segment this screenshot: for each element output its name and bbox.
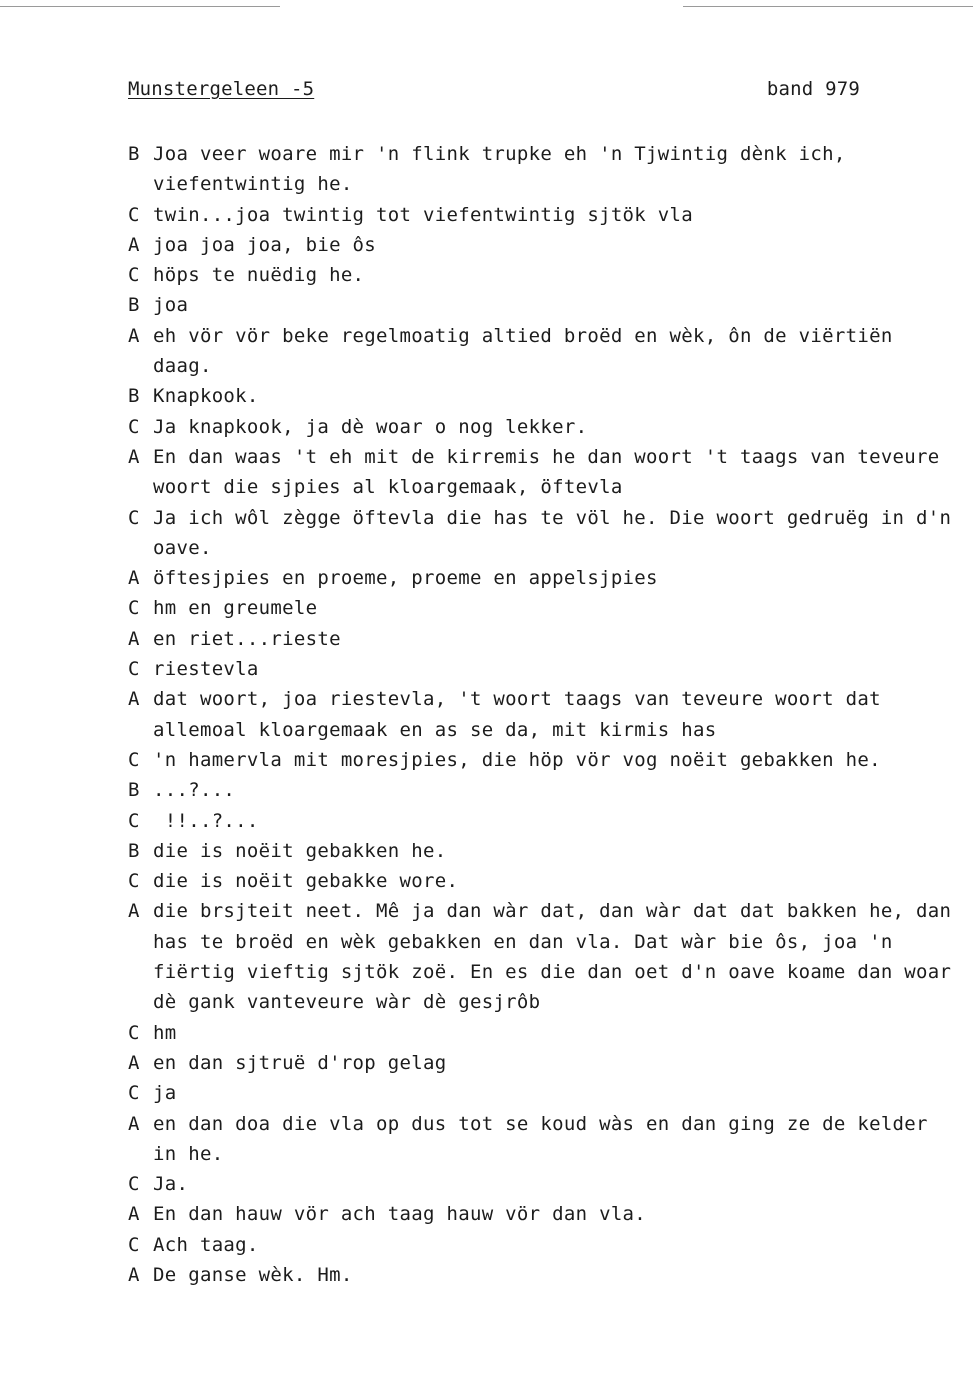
utterance-text: dat woort, joa riestevla, 't woort taags van teveure woort dat allemoal kloargemaak en as se da, mit kirmis has	[153, 688, 881, 741]
transcript-turn	[128, 200, 958, 230]
speaker-label: C	[128, 1082, 140, 1105]
transcript-turn	[128, 806, 958, 836]
utterance-text: die brsjteit neet. Mê ja dan wàr dat, dan wàr dat dat bakken he, dan has te broëd en wèk gebakken en dan vla. Dat wàr bie ôs, joa 'n fiërtig vieftig sjtök zoë. En es die dan oet d'n oave koame dan woar dè gank vanteveure wàr dè gesjrôb	[153, 900, 952, 1014]
utterance-text: riestevla	[153, 658, 259, 681]
utterance-text: en dan doa die vla op dus tot se koud wàs en dan ging ze de kelder in he.	[153, 1112, 928, 1165]
top-rule-left	[0, 6, 280, 7]
transcript-turn	[128, 1199, 958, 1229]
utterance-text: Joa veer woare mir 'n flink trupke eh 'n Tjwintig dènk ich, viefentwintig he.	[153, 143, 846, 196]
transcript-turn	[128, 745, 958, 775]
speaker-label: A	[128, 1203, 140, 1226]
speaker-label: C	[128, 748, 140, 771]
transcript-turn	[128, 775, 958, 805]
transcript-turn	[128, 563, 958, 593]
band-number: band 979	[766, 78, 860, 100]
transcript-turn	[128, 836, 958, 866]
speaker-label: A	[128, 567, 140, 590]
speaker-label: C	[128, 597, 140, 620]
speaker-label: A	[128, 445, 140, 468]
speaker-label: B	[128, 839, 140, 862]
speaker-label: C	[128, 1173, 140, 1196]
utterance-text: die is noëit gebakke wore.	[153, 870, 459, 893]
utterance-text: die is noëit gebakken he.	[153, 839, 447, 862]
utterance-text: joa	[153, 294, 189, 317]
utterance-text: ja	[153, 1082, 177, 1105]
utterance-text: öftesjpies en proeme, proeme en appelsjpies	[153, 567, 658, 590]
utterance-text: en dan sjtruë d'rop gelag	[153, 1051, 447, 1074]
utterance-text: 'n hamervla mit moresjpies, die höp vör vog noëit gebakken he.	[153, 748, 881, 771]
transcript-turn	[128, 381, 958, 411]
transcript-turn	[128, 442, 958, 503]
transcript	[128, 139, 958, 1290]
speaker-label: C	[128, 1233, 140, 1256]
utterance-text: Ach taag.	[153, 1233, 259, 1256]
utterance-text: höps te nuëdig he.	[153, 264, 365, 287]
transcript-turn	[128, 654, 958, 684]
transcript-turn	[128, 260, 958, 290]
transcript-turn	[128, 866, 958, 896]
transcript-turn	[128, 1018, 958, 1048]
utterance-text: joa joa joa, bie ôs	[153, 233, 377, 256]
speaker-label: C	[128, 264, 140, 287]
speaker-label: C	[128, 415, 140, 438]
transcript-turn	[128, 1230, 958, 1260]
utterance-text: En dan waas 't eh mit de kirremis he dan woort 't taags van teveure woort die sjpies al kloargemaak, öftevla	[153, 445, 940, 499]
page-header	[128, 78, 860, 108]
transcript-turn	[128, 896, 958, 1017]
top-rule-right	[683, 6, 973, 7]
utterance-text: En dan hauw vör ach taag hauw vör dan vla.	[153, 1203, 647, 1226]
transcript-turn	[128, 1048, 958, 1078]
speaker-label: C	[128, 658, 140, 681]
utterance-text: en riet...rieste	[153, 627, 341, 650]
utterance-text: ...?...	[153, 779, 236, 802]
transcript-turn	[128, 290, 958, 320]
speaker-label: A	[128, 1051, 140, 1074]
transcript-turn	[128, 139, 958, 200]
speaker-label: A	[128, 233, 140, 256]
transcript-turn	[128, 593, 958, 623]
utterance-text: Knapkook.	[153, 385, 259, 408]
speaker-label: C	[128, 809, 140, 832]
speaker-label: B	[128, 385, 140, 408]
speaker-label: B	[128, 294, 140, 317]
utterance-text: Ja ich wôl zègge öftevla die has te völ he. Die woort gedruëg in d'n oave.	[153, 506, 952, 559]
utterance-text: twin...joa twintig tot viefentwintig sjtök vla	[153, 203, 693, 226]
speaker-label: A	[128, 1263, 140, 1286]
speaker-label: C	[128, 203, 140, 226]
utterance-text: !!..?...	[153, 809, 259, 832]
speaker-label: A	[128, 688, 140, 711]
speaker-label: C	[128, 506, 140, 529]
speaker-label: B	[128, 779, 140, 802]
transcript-turn	[128, 321, 958, 382]
transcript-turn	[128, 230, 958, 260]
utterance-text: Ja knapkook, ja dè woar o nog lekker.	[153, 415, 588, 438]
transcript-turn	[128, 1109, 958, 1170]
speaker-label: A	[128, 1112, 140, 1135]
transcript-turn	[128, 1169, 958, 1199]
speaker-label: A	[128, 627, 140, 650]
speaker-label: C	[128, 1021, 140, 1044]
utterance-text: eh vör vör beke regelmoatig altied broëd en wèk, ôn de viërtiën daag.	[153, 324, 893, 378]
transcript-turn	[128, 1260, 958, 1290]
speaker-label: A	[128, 900, 140, 923]
transcript-turn	[128, 412, 958, 442]
utterance-text: De ganse wèk. Hm.	[153, 1263, 353, 1286]
document-title: Munstergeleen -5	[128, 78, 315, 100]
utterance-text: hm	[153, 1021, 177, 1044]
transcript-turn	[128, 1078, 958, 1108]
utterance-text: hm en greumele	[153, 597, 318, 620]
transcript-turn	[128, 503, 958, 564]
transcript-turn	[128, 684, 958, 745]
speaker-label: B	[128, 143, 140, 165]
speaker-label: A	[128, 324, 140, 347]
speaker-label: C	[128, 870, 140, 893]
utterance-text: Ja.	[153, 1173, 189, 1196]
transcript-turn	[128, 624, 958, 654]
